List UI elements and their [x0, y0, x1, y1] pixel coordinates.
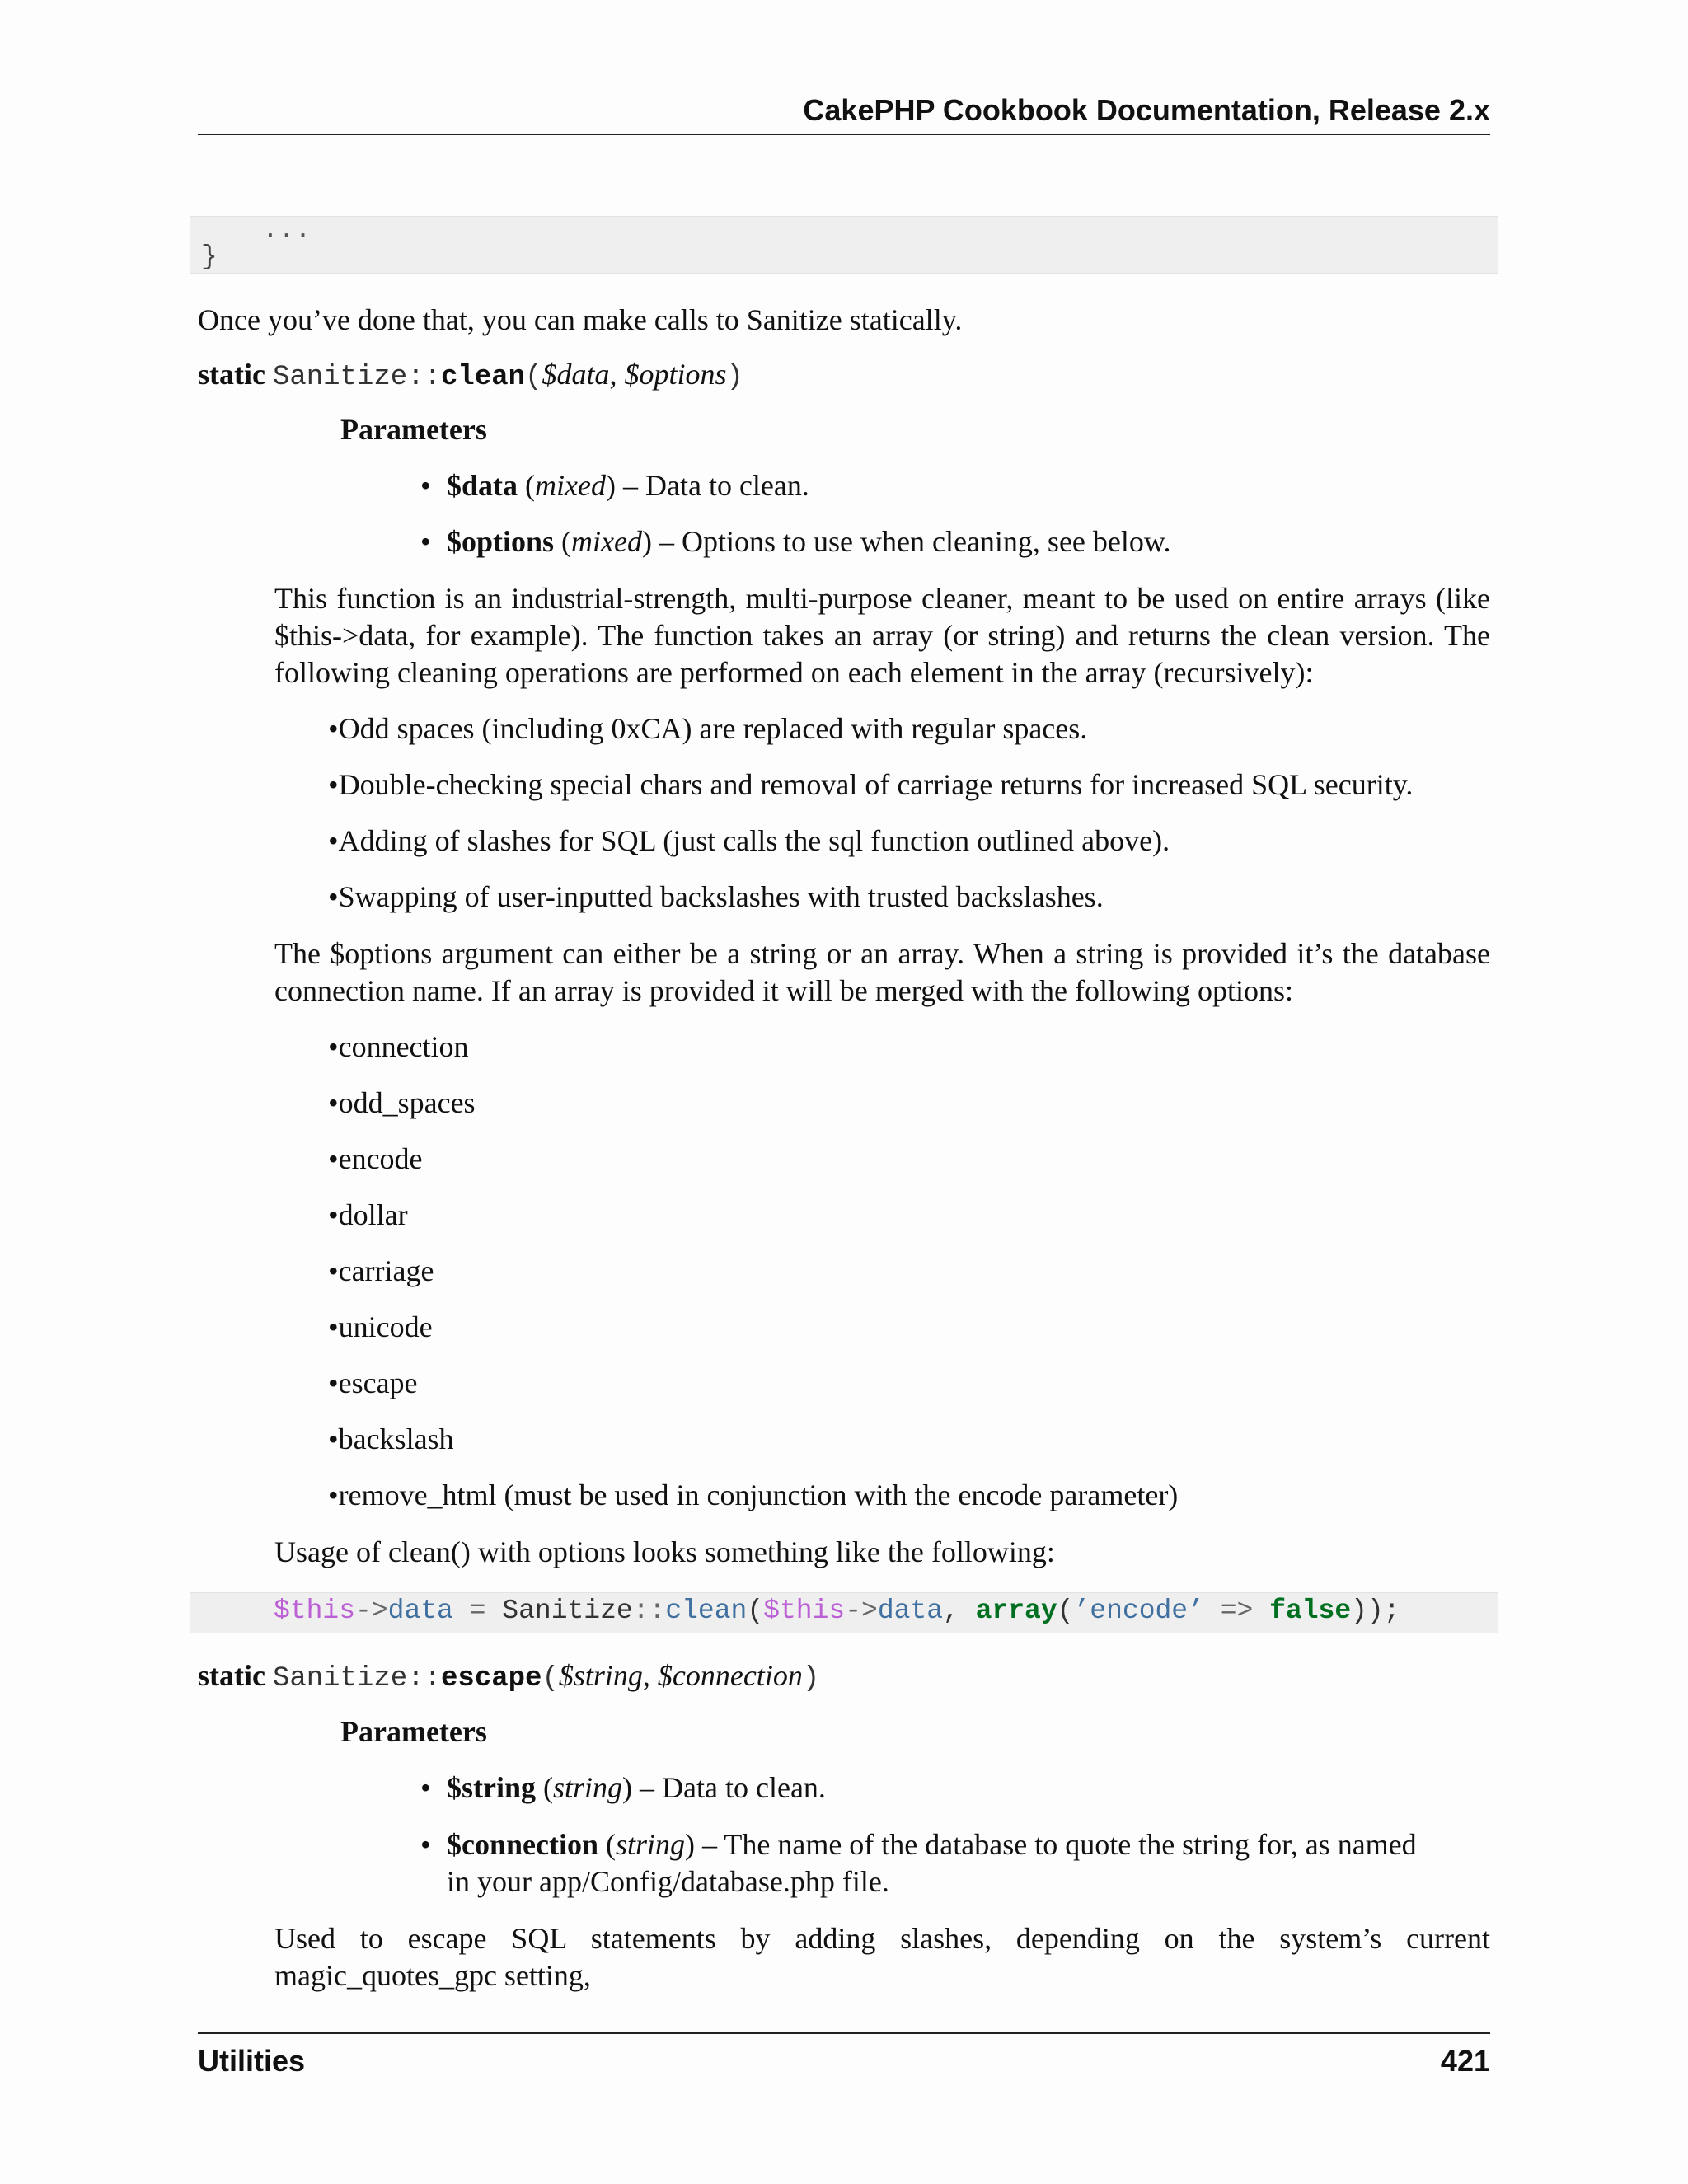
option-item: •dollar [328, 1198, 408, 1231]
class-name: Sanitize:: [272, 1663, 442, 1694]
parameters-heading: Parameters [340, 413, 487, 446]
option-item: •odd_spaces [328, 1086, 476, 1119]
parameter-item: • $connection (string) – The name of the database to quote the string for, as named in your app/Config/database.php file. [420, 1828, 1417, 1898]
code-block-usage [190, 1592, 1498, 1633]
argument: $connection [657, 1659, 803, 1692]
class-name: Sanitize:: [272, 362, 442, 393]
option-item: •backslash [328, 1422, 454, 1455]
code-block-snippet [190, 216, 1498, 274]
list-item: •Adding of slashes for SQL (just calls the sql function outlined above). [328, 824, 1170, 857]
method-name: escape [441, 1663, 542, 1694]
description-paragraph: This function is an industrial-strength, multi-purpose cleaner, meant to be used on entire arrays (like $this->data, for example). The function takes an array (or string) and returns the clean version. The following cleaning operations are performed on each element in the array (recursively): [274, 582, 1490, 689]
method-signature-escape: static Sanitize::escape($string, $connection) [198, 1659, 820, 1694]
code-line: } [201, 241, 218, 272]
list-item: •Double-checking special chars and removal of carriage returns for increased SQL security. [328, 768, 1414, 801]
code-line: $this->data = Sanitize::clean($this->data, array(’encode’ => false)); [274, 1596, 1400, 1626]
option-item: •remove_html (must be used in conjunction with the encode parameter) [328, 1479, 1179, 1511]
options-paragraph: The $options argument can either be a string or an array. When a string is provided it’s the database connection name. If an array is provided it will be merged with the following options: [274, 937, 1490, 1007]
option-item: •unicode [328, 1310, 433, 1343]
footer-divider [198, 2032, 1490, 2034]
code-line: ... [262, 215, 312, 246]
method-name: clean [441, 362, 526, 393]
argument: $options [624, 358, 727, 391]
parameter-item: • $data (mixed) – Data to clean. [420, 469, 809, 502]
static-keyword: static [198, 1659, 265, 1692]
parameter-item: • $options (mixed) – Options to use when cleaning, see below. [420, 525, 1171, 558]
static-keyword: static [198, 358, 265, 391]
intro-paragraph: Once you’ve done that, you can make calls to Sanitize statically. [198, 303, 963, 336]
footer-section: Utilities [198, 2044, 306, 2078]
usage-intro: Usage of clean() with options looks something like the following: [274, 1535, 1055, 1568]
option-item: •connection [328, 1030, 469, 1063]
header-title: CakePHP Cookbook Documentation, Release 2.x [803, 93, 1490, 127]
escape-description: Used to escape SQL statements by adding slashes, depending on the system’s current magic_quotes_gpc setting, [274, 1922, 1490, 1992]
argument: $string [558, 1659, 643, 1692]
parameters-heading: Parameters [340, 1715, 487, 1748]
method-signature-clean: static Sanitize::clean($data, $options) [198, 358, 743, 393]
option-item: •carriage [328, 1254, 434, 1287]
list-item: •Odd spaces (including 0xCA) are replaced with regular spaces. [328, 712, 1088, 745]
list-item: •Swapping of user-inputted backslashes with trusted backslashes. [328, 880, 1104, 913]
option-item: •encode [328, 1142, 423, 1175]
header-divider [198, 134, 1490, 135]
parameter-item: • $string (string) – Data to clean. [420, 1771, 826, 1804]
page-number: 421 [1440, 2044, 1490, 2078]
argument: $data [542, 358, 610, 391]
option-item: •escape [328, 1366, 418, 1399]
